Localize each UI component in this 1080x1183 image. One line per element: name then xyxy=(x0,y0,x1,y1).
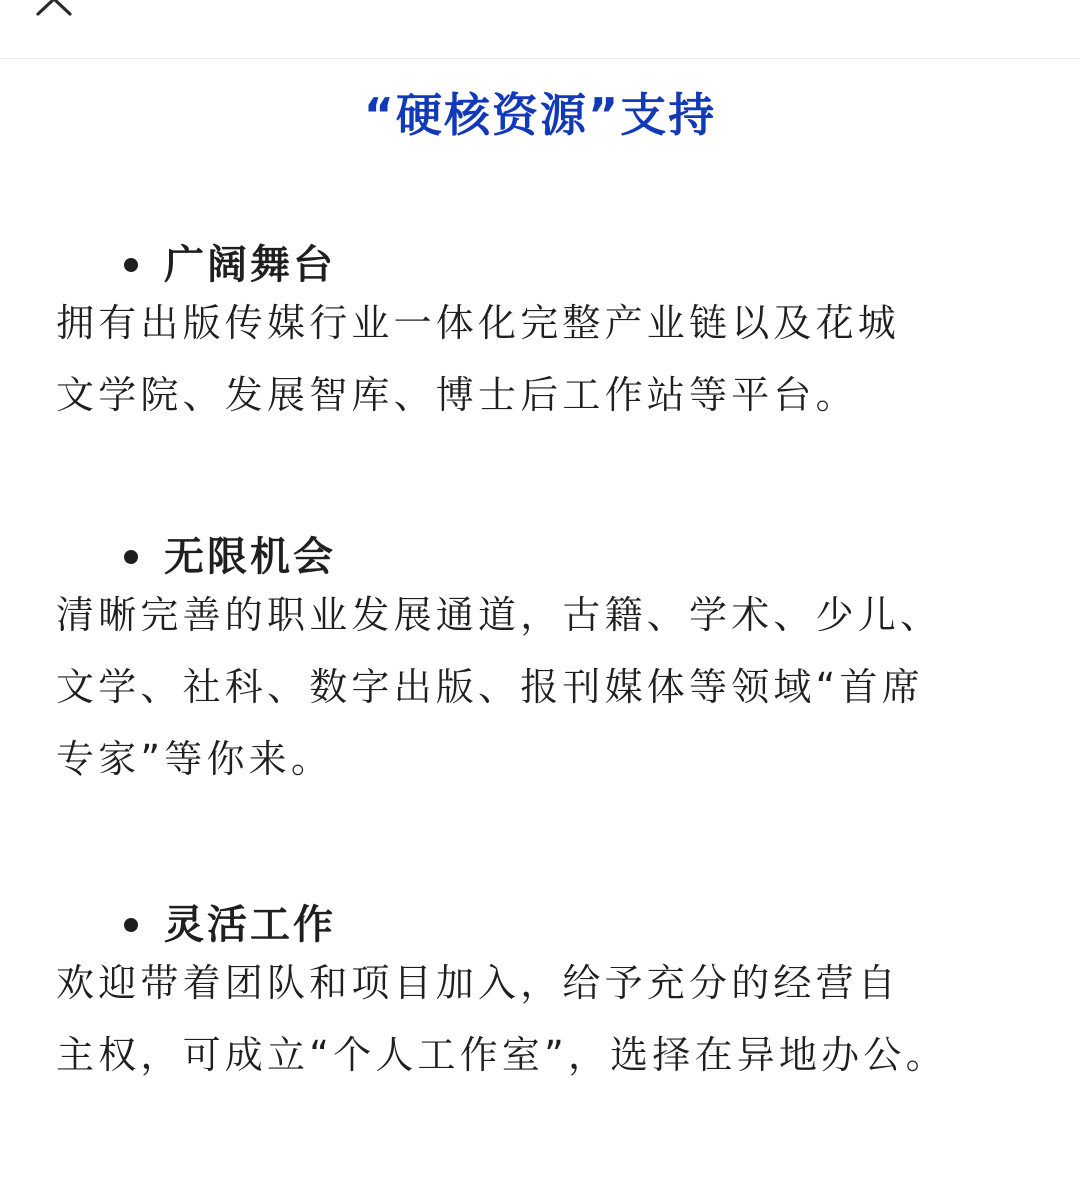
paragraph-line: 欢迎带着团队和项目加入，给予充分的经营自 xyxy=(56,961,901,1005)
bullet-dot xyxy=(124,550,138,564)
section-heading: “硬核资源”支持 xyxy=(363,88,717,142)
top-bar xyxy=(0,0,1080,59)
bullet-title: 灵活工作 xyxy=(164,902,336,948)
paragraph-line: 文学、社科、数字出版、报刊媒体等领域“首席 xyxy=(56,665,924,709)
paragraph-line: 专家”等你来。 xyxy=(56,737,334,781)
section-paragraph xyxy=(56,287,1026,431)
paragraph-line: 主权，可成立“个人工作室”，选择在异地办公。 xyxy=(56,1033,948,1077)
section-paragraph xyxy=(56,947,1026,1091)
bullet-dot xyxy=(124,258,138,272)
paragraph-line: 文学院、发展智库、博士后工作站等平台。 xyxy=(56,373,858,417)
bullet-row xyxy=(124,527,336,587)
paragraph-line: 清晰完善的职业发展通道，古籍、学术、少儿、 xyxy=(56,593,943,637)
bullet-title: 无限机会 xyxy=(164,534,336,580)
bullet-row xyxy=(124,235,336,295)
close-icon xyxy=(30,0,78,18)
bullet-title: 广阔舞台 xyxy=(164,242,336,288)
paragraph-line: 拥有出版传媒行业一体化完整产业链以及花城 xyxy=(56,301,901,345)
section-paragraph xyxy=(56,579,1026,795)
close-button[interactable] xyxy=(30,0,78,18)
bullet-row xyxy=(124,895,336,955)
bullet-dot xyxy=(124,918,138,932)
